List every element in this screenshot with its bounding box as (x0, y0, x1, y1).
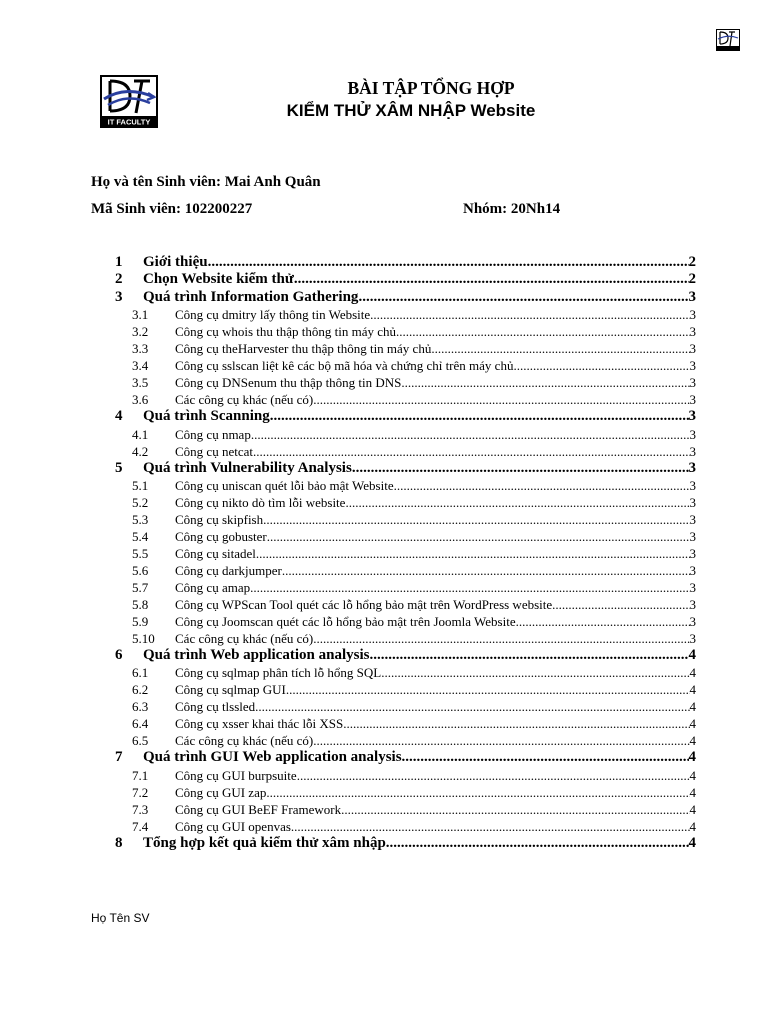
toc-title: Quá trình Information Gathering (143, 288, 359, 305)
document-subtitle: KIỂM THỬ XÂM NHẬP Website (286, 101, 536, 120)
toc-title: Công cụ DNSenum thu thập thông tin DNS (175, 375, 402, 391)
toc-page-number: 3 (689, 545, 696, 561)
toc-leader (352, 460, 689, 477)
toc-page-number: 3 (689, 477, 696, 493)
toc-title: Công cụ uniscan quét lỗi bảo mật Website (175, 477, 394, 493)
toc-page-number: 4 (689, 682, 696, 698)
toc-subentry[interactable] (113, 426, 696, 443)
toc-number: 6 (115, 646, 123, 663)
toc-subentry[interactable] (113, 357, 696, 374)
toc-subentry[interactable] (113, 596, 696, 613)
toc-subentry[interactable] (113, 494, 696, 511)
toc-subentry[interactable] (113, 818, 696, 835)
toc-page-number: 3 (689, 579, 696, 595)
toc-leader (313, 391, 689, 408)
toc-title: Quá trình Scanning (143, 408, 270, 425)
toc-page-number: 3 (689, 562, 696, 578)
toc-number: 6.3 (132, 699, 149, 715)
toc-subentry[interactable] (113, 545, 696, 562)
toc-leader (208, 254, 689, 271)
toc-page-number: 3 (689, 324, 696, 340)
toc-page-number: 2 (688, 254, 696, 270)
toc-subentry[interactable] (113, 306, 696, 323)
toc-page-number: 3 (689, 528, 696, 544)
toc-number: 5.10 (132, 630, 155, 646)
toc-number: 1 (115, 254, 123, 270)
toc-subentry[interactable] (113, 732, 696, 749)
toc-title: Công cụ sqlmap GUI (175, 682, 286, 698)
toc-title: Quá trình Web application analysis (143, 646, 370, 663)
toc-subentry[interactable] (113, 391, 696, 408)
toc-page-number: 3 (689, 494, 696, 510)
toc-leader (381, 664, 689, 681)
toc-leader (394, 477, 690, 494)
toc-page-number: 3 (689, 613, 696, 629)
toc-title: Công cụ tlssled (175, 699, 256, 715)
toc-subentry[interactable] (113, 340, 696, 357)
toc-title: Các công cụ khác (nếu có) (175, 392, 314, 408)
toc-leader (313, 732, 689, 749)
toc-title: Công cụ sqlmap phân tích lỗ hổng SQL (175, 665, 382, 681)
toc-title: Công cụ GUI zap (175, 784, 267, 800)
toc-subentry[interactable] (113, 630, 696, 647)
toc-number: 5.7 (132, 579, 149, 595)
toc-subentry[interactable] (113, 664, 696, 681)
toc-leader (370, 306, 689, 323)
toc-title: Công cụ theHarvester thu thập thông tin máy chủ (175, 341, 432, 357)
document-title: BÀI TẬP TỔNG HỢP (347, 78, 515, 98)
toc-leader (255, 698, 689, 715)
toc-subentry[interactable] (113, 528, 696, 545)
toc-page-number: 3 (689, 511, 696, 527)
toc-leader (267, 528, 690, 545)
toc-page-number: 2 (688, 271, 696, 288)
toc-subentry[interactable] (113, 323, 696, 340)
toc-entry[interactable] (113, 289, 696, 306)
student-name: Họ và tên Sinh viên: Mai Anh Quân (91, 174, 321, 190)
toc-number: 6.1 (132, 665, 149, 681)
toc-title: Công cụ nmap (175, 426, 251, 442)
toc-title: Công cụ GUI burpsuite (175, 767, 297, 783)
toc-subentry[interactable] (113, 477, 696, 494)
toc-number: 3.2 (132, 324, 149, 340)
toc-number: 3.1 (132, 307, 149, 323)
toc-number: 3.4 (132, 358, 149, 374)
toc-subentry[interactable] (113, 443, 696, 460)
toc-number: 5.5 (132, 545, 149, 561)
toc-number: 7 (115, 749, 123, 766)
toc-page-number: 3 (688, 459, 696, 476)
toc-number: 7.1 (132, 767, 149, 783)
toc-subentry[interactable] (113, 511, 696, 528)
toc-page-number: 4 (688, 834, 696, 851)
toc-page-number: 4 (689, 784, 696, 800)
toc-page-number: 3 (689, 426, 696, 442)
toc-title: Công cụ sitadel (175, 545, 256, 561)
toc-leader (291, 818, 690, 835)
toc-entry[interactable] (113, 408, 696, 425)
toc-leader (250, 579, 689, 596)
toc-number: 5.2 (132, 494, 149, 510)
toc-subentry[interactable] (113, 801, 696, 818)
toc-title: Công cụ darkjumper (175, 562, 282, 578)
toc-title: Công cụ WPScan Tool quét các lỗ hổng bảo mật trên WordPress website (175, 596, 553, 612)
toc-leader (251, 426, 690, 443)
toc-number: 5.6 (132, 562, 149, 578)
toc-title: Quá trình GUI Web application analysis (143, 749, 402, 766)
toc-page-number: 4 (689, 699, 696, 715)
toc-number: 6.5 (132, 733, 149, 749)
toc-page-number: 3 (689, 392, 696, 408)
toc-entry[interactable] (113, 254, 696, 271)
toc-entry[interactable] (113, 835, 696, 852)
toc-number: 7.4 (132, 818, 149, 834)
toc-title: Chọn Website kiểm thử (143, 271, 294, 288)
toc-leader (297, 767, 690, 784)
toc-title: Công cụ Joomscan quét các lỗ hổng bảo mật trên Joomla Website (175, 613, 516, 629)
toc-title: Công cụ skipfish (175, 511, 264, 527)
toc-number: 8 (115, 834, 123, 851)
toc-leader (343, 715, 689, 732)
toc-subentry[interactable] (113, 613, 696, 630)
toc-leader (516, 613, 690, 630)
toc-title: Công cụ GUI BeEF Framework (175, 801, 342, 817)
faculty-logo-text: IT FACULTY (107, 117, 151, 127)
toc-page-number: 3 (689, 443, 696, 459)
toc-leader (345, 494, 689, 511)
toc-number: 3.5 (132, 375, 149, 391)
toc-leader (513, 357, 689, 374)
toc-title: Công cụ netcat (175, 443, 253, 459)
toc-number: 2 (115, 271, 123, 288)
toc-page-number: 3 (688, 288, 696, 305)
toc-leader (552, 596, 689, 613)
toc-number: 6.2 (132, 682, 149, 698)
toc-leader (396, 323, 690, 340)
toc-entry[interactable] (113, 271, 696, 288)
toc-leader (313, 630, 689, 647)
toc-title: Tổng hợp kết quả kiểm thử xâm nhập (143, 834, 386, 851)
toc-number: 7.2 (132, 784, 149, 800)
toc-page-number: 4 (689, 733, 696, 749)
toc-title: Các công cụ khác (nếu có) (175, 630, 314, 646)
toc-number: 4.2 (132, 443, 149, 459)
toc-page-number: 3 (689, 341, 696, 357)
toc-number: 3 (115, 288, 123, 305)
toc-leader (282, 562, 690, 579)
toc-entry[interactable] (113, 749, 696, 766)
toc-leader (386, 835, 689, 852)
table-of-contents (113, 254, 696, 852)
toc-leader (358, 289, 688, 306)
toc-title: Công cụ xsser khai thác lỗi XSS (175, 716, 344, 732)
toc-title: Quá trình Vulnerability Analysis (143, 459, 352, 476)
toc-subentry[interactable] (113, 715, 696, 732)
toc-page-number: 3 (689, 375, 696, 391)
toc-leader (266, 784, 689, 801)
toc-page-number: 3 (689, 358, 696, 374)
toc-title: Công cụ nikto dò tìm lỗi website (175, 494, 346, 510)
toc-number: 5.9 (132, 613, 149, 629)
toc-leader (256, 545, 690, 562)
faculty-logo-small-icon (716, 29, 740, 51)
toc-number: 4 (115, 408, 123, 425)
toc-leader (401, 374, 689, 391)
toc-number: 3.3 (132, 341, 149, 357)
toc-subentry[interactable] (113, 374, 696, 391)
page-footer: Họ Tên SV (91, 911, 150, 925)
toc-page-number: 3 (689, 307, 696, 323)
toc-entry[interactable] (113, 460, 696, 477)
student-group: Nhóm: 20Nh14 (463, 201, 561, 217)
toc-title: Các công cụ khác (nếu có) (175, 733, 314, 749)
toc-subentry[interactable] (113, 579, 696, 596)
toc-subentry[interactable] (113, 562, 696, 579)
toc-page-number: 3 (689, 596, 696, 612)
toc-leader (294, 271, 689, 288)
toc-subentry[interactable] (113, 784, 696, 801)
toc-title: Công cụ gobuster (175, 528, 267, 544)
toc-number: 7.3 (132, 801, 149, 817)
toc-title: Công cụ amap (175, 579, 251, 595)
toc-number: 5 (115, 459, 123, 476)
toc-title: Công cụ dmitry lấy thông tin Website (175, 307, 371, 323)
toc-page-number: 4 (689, 665, 696, 681)
toc-number: 6.4 (132, 716, 149, 732)
toc-page-number: 4 (689, 801, 696, 817)
toc-number: 5.3 (132, 511, 149, 527)
toc-subentry[interactable] (113, 767, 696, 784)
toc-page-number: 4 (689, 716, 696, 732)
toc-title: Công cụ whois thu thập thông tin máy chủ (175, 324, 396, 340)
toc-title: Công cụ sslscan liệt kê các bộ mã hóa và chứng chỉ trên máy chủ (175, 358, 514, 374)
toc-leader (263, 511, 689, 528)
toc-page-number: 4 (689, 818, 696, 834)
toc-subentry[interactable] (113, 681, 696, 698)
toc-number: 5.1 (132, 477, 149, 493)
toc-leader (341, 801, 689, 818)
toc-entry[interactable] (113, 647, 696, 664)
student-id: Mã Sinh viên: 102200227 (91, 201, 253, 217)
toc-leader (286, 681, 690, 698)
toc-number: 5.8 (132, 596, 149, 612)
toc-title: Công cụ GUI openvas (175, 818, 291, 834)
toc-number: 5.4 (132, 528, 149, 544)
toc-leader (402, 749, 689, 766)
toc-leader (431, 340, 689, 357)
toc-leader (253, 443, 690, 460)
toc-page-number: 4 (688, 749, 696, 766)
toc-title: Giới thiệu (143, 254, 208, 270)
toc-leader (369, 647, 688, 664)
toc-page-number: 4 (688, 646, 696, 663)
toc-number: 4.1 (132, 426, 149, 442)
toc-page-number: 3 (689, 630, 696, 646)
toc-page-number: 4 (689, 767, 696, 783)
toc-subentry[interactable] (113, 698, 696, 715)
toc-number: 3.6 (132, 392, 149, 408)
toc-page-number: 3 (688, 408, 696, 425)
toc-leader (270, 408, 689, 425)
